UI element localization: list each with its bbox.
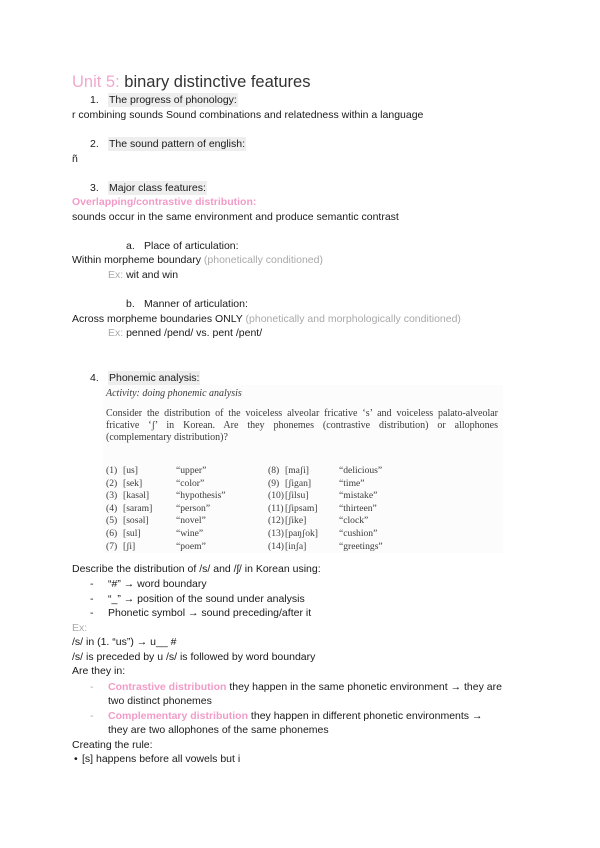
section-1-number: 1. bbox=[90, 94, 99, 106]
example-line-2: /s/ is preceded by u /s/ is followed by word boundary bbox=[72, 651, 316, 663]
example-ipa: [sul] bbox=[123, 528, 141, 539]
subsection-a-heading: Place of articulation: bbox=[144, 240, 239, 252]
section-3-heading: Major class features: bbox=[109, 182, 206, 194]
example-ipa: [paŋʃok] bbox=[285, 528, 318, 539]
example-gloss: “delicious” bbox=[339, 465, 383, 476]
example-gloss: “wine” bbox=[176, 528, 204, 539]
rule-text: [s] happens before all vowels but i bbox=[82, 753, 241, 765]
example-gloss: “poem” bbox=[176, 540, 206, 552]
example-gloss: “color” bbox=[176, 477, 205, 489]
subsection-b-number: b. bbox=[126, 298, 135, 310]
example-gloss: “time” bbox=[339, 477, 365, 489]
example-number: (8) bbox=[268, 465, 280, 476]
example-number: (12) bbox=[268, 515, 284, 527]
overlap-heading: Overlapping/contrastive distribution: bbox=[72, 196, 257, 208]
example-number: (10) bbox=[268, 490, 284, 502]
example-ipa: [ʃipsam] bbox=[285, 502, 318, 514]
subsection-b-example: Ex: penned /pend/ vs. pent /pent/ bbox=[108, 327, 263, 339]
rule-bullet: • bbox=[74, 753, 78, 765]
example-gloss: “mistake” bbox=[339, 490, 378, 502]
activity-title: Activity: doing phonemic analysis bbox=[106, 388, 242, 399]
are-they-label: Are they in: bbox=[72, 665, 126, 677]
example-gloss: “thirteen” bbox=[339, 502, 377, 514]
section-2-body: ñ bbox=[72, 153, 78, 165]
example-label: Ex: bbox=[72, 622, 88, 634]
example-ipa: [ʃike] bbox=[285, 515, 307, 527]
subsection-a-example: Ex: wit and win bbox=[108, 269, 179, 281]
example-ipa: [us] bbox=[123, 465, 138, 476]
bullet-item: “#” → word boundary bbox=[108, 578, 207, 590]
bullet-item: Phonetic symbol → sound preceding/after it bbox=[108, 607, 312, 619]
activity-question: Consider the distribution of the voiceless alveolar fricative ‘s’ and voiceless palato-alveolar fricative ‘ʃ’ in Korean. Are they phonemes (contrastive distribution) or allophones (complementary distribution)? bbox=[106, 408, 498, 443]
example-number: (7) bbox=[106, 540, 118, 552]
overlap-body: sounds occur in the same environment and produce semantic contrast bbox=[72, 211, 399, 223]
activity-box bbox=[103, 385, 503, 553]
contrastive-item: Contrastive distribution they happen in the same phonetic environment → they are bbox=[108, 681, 502, 693]
section-4-number: 4. bbox=[90, 372, 99, 384]
complementary-item: Complementary distribution they happen in different phonetic environments → bbox=[108, 710, 483, 722]
example-ipa: [kasəl] bbox=[123, 490, 150, 502]
title-unit: Unit 5: bbox=[72, 73, 120, 91]
example-ipa: [sosəl] bbox=[123, 515, 149, 527]
example-gloss: “clock” bbox=[339, 515, 369, 527]
section-4-heading: Phonemic analysis: bbox=[109, 372, 200, 384]
example-number: (11) bbox=[268, 502, 284, 514]
example-number: (14) bbox=[268, 540, 284, 552]
example-ipa: [sek] bbox=[123, 477, 143, 489]
example-ipa: [maʃi] bbox=[285, 465, 309, 476]
example-gloss: “person” bbox=[176, 502, 211, 514]
example-gloss: “greetings” bbox=[339, 540, 383, 552]
subsection-a-line: Within morpheme boundary (phonetically conditioned) bbox=[72, 254, 323, 266]
example-number: (1) bbox=[106, 465, 118, 476]
complementary-cont: they are two allophones of the same phonemes bbox=[108, 724, 329, 736]
section-1-body: r combining sounds Sound combinations and relatedness within a language bbox=[72, 109, 424, 121]
example-number: (6) bbox=[106, 528, 118, 539]
example-number: (2) bbox=[106, 477, 118, 489]
example-number: (5) bbox=[106, 515, 118, 527]
creating-rule-label: Creating the rule: bbox=[72, 739, 153, 751]
bullet-item: “_” → position of the sound under analysis bbox=[108, 593, 305, 605]
example-gloss: “novel” bbox=[176, 515, 206, 527]
complementary-dash: - bbox=[90, 710, 94, 722]
describe-line: Describe the distribution of /s/ and /ʃ/ in Korean using: bbox=[72, 563, 321, 575]
example-ipa: [ʃigan] bbox=[285, 477, 312, 489]
subsection-b-line: Across morpheme boundaries ONLY (phonetically and morphologically conditioned) bbox=[72, 313, 461, 325]
example-gloss: “hypothesis” bbox=[176, 490, 226, 502]
example-number: (9) bbox=[268, 477, 280, 489]
contrastive-cont: two distinct phonemes bbox=[108, 695, 212, 707]
example-line-1: /s/ in (1. “us”) → u__ # bbox=[72, 636, 177, 648]
section-2-heading: The sound pattern of english: bbox=[109, 138, 246, 150]
subsection-a-number: a. bbox=[126, 240, 135, 252]
section-1-heading: The progress of phonology: bbox=[109, 94, 237, 106]
section-3-number: 3. bbox=[90, 182, 99, 194]
example-number: (3) bbox=[106, 490, 118, 502]
bullet-dash: - bbox=[90, 578, 94, 590]
contrastive-dash: - bbox=[90, 681, 94, 693]
title-rest: binary distinctive features bbox=[119, 73, 311, 91]
example-ipa: [ʃi] bbox=[123, 540, 136, 552]
example-number: (4) bbox=[106, 502, 118, 514]
example-gloss: “cushion” bbox=[339, 528, 378, 539]
example-gloss: “upper” bbox=[176, 465, 207, 476]
page-title bbox=[72, 72, 310, 92]
bullet-dash: - bbox=[90, 593, 94, 605]
bullet-dash: - bbox=[90, 607, 94, 619]
section-2-number: 2. bbox=[90, 138, 99, 150]
subsection-b-heading: Manner of articulation: bbox=[144, 298, 248, 310]
example-ipa: [ʃilsu] bbox=[285, 490, 309, 502]
example-number: (13) bbox=[268, 528, 284, 539]
example-ipa: [saram] bbox=[123, 502, 153, 514]
example-ipa: [inʃa] bbox=[285, 540, 307, 552]
